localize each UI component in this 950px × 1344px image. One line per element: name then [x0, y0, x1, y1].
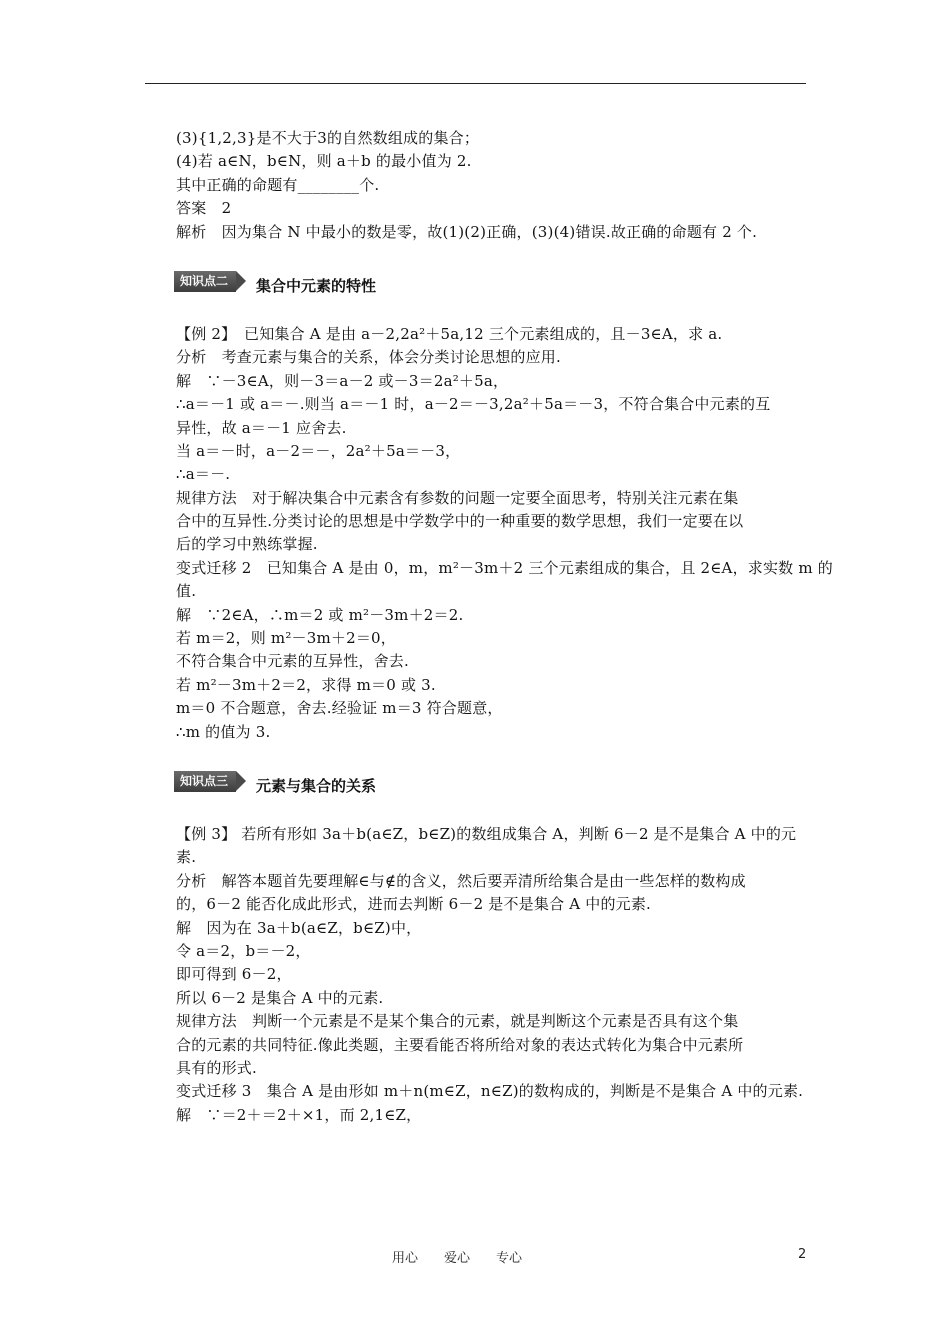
text-line: 变式迁移 2 已知集合 A 是由 0，m，m²－3m＋2 三个元素组成的集合，且 2∈A，求实数 m 的 — [176, 558, 833, 577]
text-block-b — [176, 323, 833, 744]
footer-motto: 用心 爱心 专心 — [392, 1251, 523, 1266]
text-block-c — [176, 823, 816, 1127]
text-line: 解 ∵＝2＋＝2＋×1，而 2,1∈Z， — [176, 1105, 422, 1124]
text-line: ∴a＝－1 或 a＝－.则当 a＝－1 时，a－2＝－3,2a²＋5a＝－3，不符合集合中元素的互 — [176, 395, 771, 414]
text-line: 若 m＝2，则 m²－3m＋2＝0， — [176, 629, 396, 648]
section-heading-3 — [174, 769, 816, 795]
page-number: 2 — [798, 1247, 807, 1262]
page-content — [176, 127, 833, 1127]
text-line: 分析 考查元素与集合的关系，体会分类讨论思想的应用. — [176, 348, 561, 367]
section-title: 集合中元素的特性 — [256, 277, 377, 296]
text-line: 变式迁移 3 集合 A 是由形如 m＋n(m∈Z，n∈Z)的数构成的，判断是不是集合 A 中的元素. — [176, 1082, 804, 1101]
text-line: ∴m 的值为 3. — [176, 722, 271, 741]
text-line: m＝0 不合题意，舍去.经验证 m＝3 符合题意， — [176, 699, 503, 718]
header-rule — [145, 83, 806, 84]
text-line: 当 a＝－时，a－2＝－，2a²＋5a＝－3， — [176, 441, 461, 460]
text-block-a — [176, 127, 816, 244]
text-line: 解 ∵2∈A，∴m＝2 或 m²－3m＋2＝2. — [176, 605, 464, 624]
text-line: 合中的互异性.分类讨论的思想是中学数学中的一种重要的数学思想，我们一定要在以 — [176, 512, 744, 531]
text-line: 解 因为在 3a＋b(a∈Z，b∈Z)中， — [176, 918, 422, 937]
text-line: 【例 3】 若所有形如 3a＋b(a∈Z，b∈Z)的数组成集合 A，判断 6－2 是不是集合 A 中的元 — [176, 824, 797, 843]
text-line: 答案 2 — [176, 199, 232, 218]
text-line: 解 ∵－3∈A，则－3＝a－2 或－3＝2a²＋5a， — [176, 371, 509, 390]
text-line: 具有的形式. — [176, 1058, 257, 1077]
text-line: 后的学习中熟练掌握. — [176, 535, 318, 554]
text-line: ∴a＝－. — [176, 465, 231, 484]
text-line: 解析 因为集合 N 中最小的数是零，故(1)(2)正确，(3)(4)错误.故正确的命题有 2 个. — [176, 222, 758, 241]
text-line: 【例 2】 已知集合 A 是由 a－2,2a²＋5a,12 三个元素组成的，且－3∈A，求 a. — [176, 324, 723, 343]
text-line: 规律方法 判断一个元素是不是某个集合的元素，就是判断这个元素是否具有这个集 — [176, 1012, 739, 1031]
text-line: (3){1,2,3}是不大于3的自然数组成的集合； — [176, 129, 480, 147]
text-line: 令 a＝2，b＝－2， — [176, 941, 311, 960]
text-line: 值. — [176, 582, 197, 601]
section-title: 元素与集合的关系 — [256, 777, 377, 796]
text-line: 素. — [176, 848, 197, 867]
text-line: 分析 解答本题首先要理解∈与∉的含义，然后要弄清所给集合是由一些怎样的数构成 — [176, 871, 746, 890]
text-line: 所以 6－2 是集合 A 中的元素. — [176, 988, 384, 1007]
text-line: 异性，故 a＝－1 应舍去. — [176, 418, 347, 437]
section-heading-2 — [174, 269, 816, 295]
text-line: 其中正确的命题有________个. — [176, 175, 380, 194]
text-line: 不符合集合中元素的互异性，舍去. — [176, 652, 409, 671]
section-tag: 知识点三 — [174, 771, 236, 792]
text-line: 合的元素的共同特征.像此类题，主要看能否将所给对象的表达式转化为集合中元素所 — [176, 1035, 744, 1054]
text-line: 规律方法 对于解决集合中元素含有参数的问题一定要全面思考，特别关注元素在集 — [176, 488, 739, 507]
text-line: (4)若 a∈N，b∈N，则 a＋b 的最小值为 2. — [176, 152, 472, 171]
section-tag: 知识点二 — [174, 271, 236, 292]
text-line: 即可得到 6－2， — [176, 965, 292, 984]
text-line: 若 m²－3m＋2＝2，求得 m＝0 或 3. — [176, 675, 436, 694]
text-line: 的，6－2 能否化成此形式，进而去判断 6－2 是不是集合 A 中的元素. — [176, 895, 652, 914]
